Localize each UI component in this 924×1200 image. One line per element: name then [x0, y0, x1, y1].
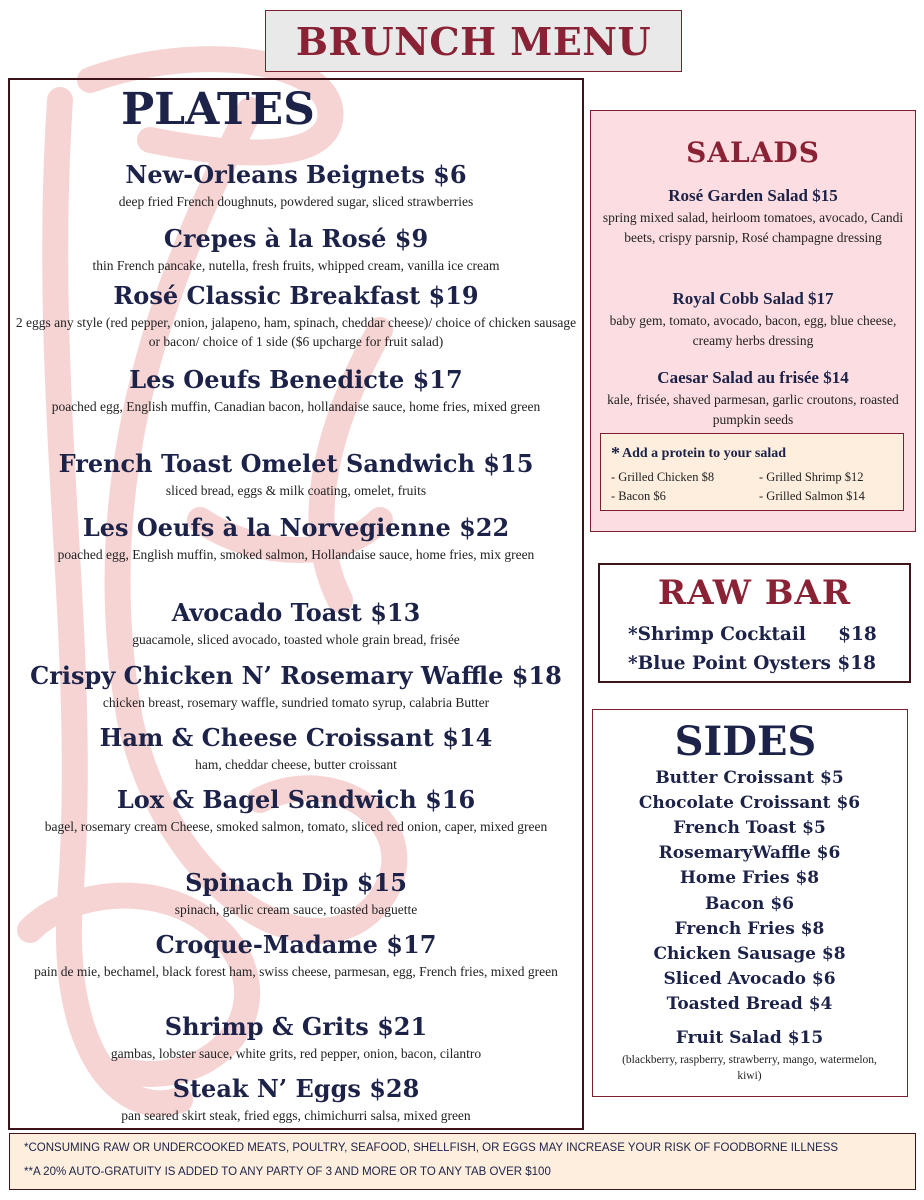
- protein-option: - Grilled Chicken $8: [611, 470, 715, 484]
- dish-name: French Toast Omelet Sandwich $15: [58, 449, 534, 478]
- dish-name: Crepes à la Rosé $9: [163, 224, 429, 253]
- dish-desc: poached egg, English muffin, Canadian bacon, hollandaise sauce, home fries, mixed green: [51, 399, 541, 414]
- salad-item: [597, 288, 909, 351]
- dish-name: Les Oeufs Benedicte $17: [129, 365, 463, 394]
- dish-item: [14, 365, 578, 416]
- side-item: French Fries $8: [674, 919, 825, 939]
- dish-desc: chicken breast, rosemary waffle, sundried tomato syrup, calabria Butter: [102, 695, 490, 710]
- dish-name: Rosé Classic Breakfast $19: [113, 281, 479, 310]
- plates-title: PLATES: [121, 84, 315, 135]
- side-item: French Toast $5: [673, 818, 826, 838]
- fruit-salad-note: (blackberry, raspberry, strawberry, mango, watermelon, kiwi): [622, 1054, 877, 1082]
- dish-desc: deep fried French doughnuts, powdered sugar, sliced strawberries: [118, 194, 474, 209]
- salad-item: [597, 185, 909, 248]
- gratuity-notice: **A 20% AUTO-GRATUITY IS ADDED TO ANY PARTY OF 3 AND MORE OR TO ANY TAB OVER $100: [24, 1166, 551, 1178]
- dish-desc: 2 eggs any style (red pepper, onion, jalapeno, ham, spinach, cheddar cheese)/ choice of chicken sausage or bacon/ choice of 1 side ($6 upcharge for fruit salad): [15, 315, 577, 349]
- dish-name: Steak N’ Eggs $28: [172, 1074, 420, 1103]
- side-item: Bacon $6: [704, 894, 794, 914]
- protein-addon-box: [600, 433, 904, 511]
- salad-item: [597, 367, 909, 430]
- salad-desc: baby gem, tomato, avocado, bacon, egg, blue cheese, creamy herbs dressing: [609, 313, 897, 348]
- side-item: Home Fries $8: [679, 868, 820, 888]
- dish-name: Shrimp & Grits $21: [164, 1012, 428, 1041]
- raw-bar-item: *Blue Point Oysters $18: [628, 653, 877, 674]
- salad-desc: kale, frisée, shaved parmesan, garlic croutons, roasted pumpkin seeds: [607, 392, 899, 427]
- salads-title: SALADS: [686, 136, 820, 169]
- side-item: Butter Croissant $5: [655, 768, 844, 788]
- asterisk-icon: *: [611, 443, 620, 463]
- raw-food-warning: *CONSUMING RAW OR UNDERCOOKED MEATS, POULTRY, SEAFOOD, SHELLFISH, OR EGGS MAY INCREASE YOUR RISK OF FOODBORNE ILLNESS: [24, 1142, 839, 1154]
- dish-desc: sliced bread, eggs & milk coating, omelet, fruits: [165, 483, 427, 498]
- raw-bar-item: *Shrimp Cocktail $18: [628, 624, 877, 645]
- side-item: Sliced Avocado $6: [663, 969, 836, 989]
- dish-desc: bagel, rosemary cream Cheese, smoked salmon, tomato, sliced red onion, caper, mixed green: [44, 819, 548, 834]
- protein-option: - Grilled Salmon $14: [759, 489, 865, 503]
- dish-desc: gambas, lobster sauce, white grits, red pepper, onion, bacon, cilantro: [110, 1046, 482, 1061]
- dish-item: [14, 785, 578, 836]
- menu-title-box: [265, 10, 682, 72]
- dish-item: [14, 723, 578, 774]
- raw-bar-section: [598, 563, 911, 683]
- dish-name: Spinach Dip $15: [185, 868, 407, 897]
- dish-item: [14, 868, 578, 919]
- dish-item: [14, 598, 578, 649]
- dish-name: New-Orleans Beignets $6: [125, 160, 467, 189]
- dish-name: Lox & Bagel Sandwich $16: [116, 785, 476, 814]
- protein-title: [611, 443, 786, 464]
- dish-desc: ham, cheddar cheese, butter croissant: [195, 757, 397, 772]
- salad-name: Caesar Salad au frisée $14: [657, 368, 849, 387]
- dish-item: [14, 1012, 578, 1063]
- sides-title: SIDES: [674, 718, 817, 765]
- dish-item: [14, 449, 578, 500]
- salad-name: Royal Cobb Salad $17: [672, 289, 834, 308]
- salad-desc: spring mixed salad, heirloom tomatoes, avocado, Candi beets, crispy parsnip, Rosé champagne dressing: [602, 210, 904, 245]
- salads-section: [590, 110, 916, 532]
- side-item: Fruit Salad $15: [675, 1028, 824, 1048]
- dish-name: Croque-Madame $17: [155, 930, 437, 959]
- dish-item: [14, 661, 578, 712]
- raw-bar-title: RAW BAR: [657, 573, 852, 613]
- dish-desc: poached egg, English muffin, smoked salmon, Hollandaise sauce, home fries, mix green: [57, 547, 535, 562]
- dish-name: Les Oeufs à la Norvegienne $22: [82, 513, 510, 542]
- dish-desc: pain de mie, bechamel, black forest ham, swiss cheese, parmesan, egg, French fries, mixed green: [34, 964, 558, 979]
- dish-item: [14, 930, 578, 981]
- dish-desc: spinach, garlic cream sauce, toasted baguette: [174, 902, 418, 917]
- protein-title-text: Add a protein to your salad: [622, 446, 787, 461]
- dish-desc: thin French pancake, nutella, fresh fruits, whipped cream, vanilla ice cream: [92, 258, 500, 273]
- side-item: Chocolate Croissant $6: [638, 793, 861, 813]
- dish-item: [14, 281, 578, 351]
- dish-item: [14, 1074, 578, 1125]
- protein-option: - Bacon $6: [611, 489, 666, 503]
- side-item: Chicken Sausage $8: [653, 944, 846, 964]
- salad-name: Rosé Garden Salad $15: [668, 186, 838, 205]
- plates-section: [8, 78, 584, 1130]
- dish-item: [14, 160, 578, 211]
- dish-name: Ham & Cheese Croissant $14: [99, 723, 493, 752]
- dish-desc: pan seared skirt steak, fried eggs, chimichurri salsa, mixed green: [121, 1108, 471, 1123]
- dish-desc: guacamole, sliced avocado, toasted whole grain bread, frisée: [132, 632, 460, 647]
- side-item: RosemaryWaffle $6: [658, 843, 841, 863]
- dish-name: Avocado Toast $13: [171, 598, 421, 627]
- menu-title: BRUNCH MENU: [295, 18, 652, 64]
- dish-item: [14, 513, 578, 564]
- dish-item: [14, 224, 578, 275]
- sides-section: [592, 709, 908, 1097]
- protein-option: - Grilled Shrimp $12: [759, 470, 864, 484]
- dish-name: Crispy Chicken N’ Rosemary Waffle $18: [30, 661, 562, 690]
- side-item: Toasted Bread $4: [666, 994, 833, 1014]
- disclaimer-footer: [9, 1133, 916, 1190]
